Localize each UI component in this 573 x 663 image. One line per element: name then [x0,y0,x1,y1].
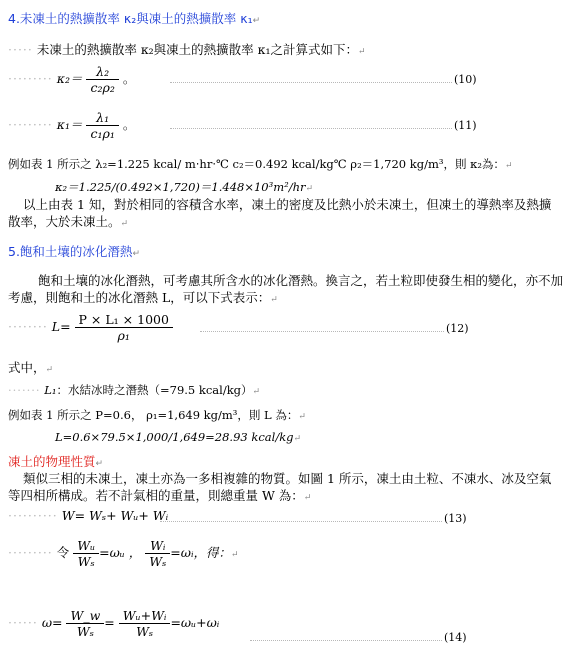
s5-definition: ······· L₁：水結冰時之潛熱（=79.5 kcal/kg）↵ [8,383,261,397]
s5-result: L=0.6×79.5×1,000/1,649=28.93 kcal/kg↵ [55,430,302,444]
s4-result: κ₂＝1.225/(0.492×1,720)＝1.448×10³m²/hr↵ [55,180,314,194]
eq14-leader [250,640,442,641]
s5-where: 式中，↵ [8,360,54,375]
equation-11: ········· κ₁＝ $\frac{\text{λ₁}}{\text{c₁ρ₁}}$ 。 [8,110,136,141]
eq12-number: (12) [446,322,469,335]
equation-14: ······ ω= $\frac{W\_w}{\text{Wₛ}}$ = $\frac{\text{Wᵤ+Wᵢ}}{\text{Wₛ}}$ =ωᵤ+ωᵢ [8,608,220,639]
eq10-leader [170,82,452,83]
eq10-number: (10) [454,73,477,86]
eq11-number: (11) [454,119,477,132]
eq12-leader [200,331,444,332]
equation-13: ·········· W= Wₛ+ Wᵤ+ Wᵢ [8,508,169,523]
s4-intro: ····· 未凍土的熱擴散率 κ₂與凍土的熱擴散率 κ₁之計算式如下：↵ [8,42,366,57]
section-4-heading: 4.未凍土的熱擴散率 κ₂與凍土的熱擴散率 κ₁↵ [8,11,261,26]
s4-conclusion: 以上由表 1 知，對於相同的容積含水率，凍土的密度及比熱小於未凍土，但凍土的導熱率及熱擴散率，大於未凍土。↵ [8,197,552,229]
let-statement: ········· 令 $\frac{\text{Wᵤ}}{\text{Wₛ}}$ =ωᵤ ， $\frac{\text{Wᵢ}}{\text{Wₛ}}$ =ωᵢ，得：↵ [8,538,239,569]
section-6-heading: 凍土的物理性質↵ [8,454,104,469]
s5-example: 例如表 1 所示之 P=0.6， ρ₁=1,649 kg/m³，則 L 為：↵ [8,408,306,422]
s5-intro: 飽和土壤的冰化潛熱，可考慮其所含水的冰化潛熱。換言之，若土粒即使發生相的變化，亦不加考慮，則飽和土的冰化潛熱 L，可以下式表示：↵ [8,273,564,305]
section-5-heading: 5.飽和土壤的冰化潛熱↵ [8,244,140,259]
equation-10: ········· κ₂＝ $\frac{\text{λ₂}}{\text{c₂ρ₂}}$ 。 [8,64,136,95]
equation-12: ········ L= $\frac{\text{P × L₁ × 1000}}{\text{ρ₁}}$ [8,312,173,343]
eq11-leader [170,128,452,129]
eq13-leader [160,521,442,522]
eq14-number: (14) [444,631,467,644]
s6-intro: 類似三相的未凍土，凍土亦為一多相複雜的物質。如圖 1 所示，凍土由土粒、不凍水、冰及空氣等四相所構成。若不計氣相的重量，則總重量 W 為：↵ [8,471,552,503]
eq13-number: (13) [444,512,467,525]
s4-example: 例如表 1 所示之 λ₂=1.225 kcal/ m‧hr‧℃ c₂＝0.492 kcal/kg℃ ρ₂＝1,720 kg/m³，則 κ₂為：↵ [8,157,513,171]
